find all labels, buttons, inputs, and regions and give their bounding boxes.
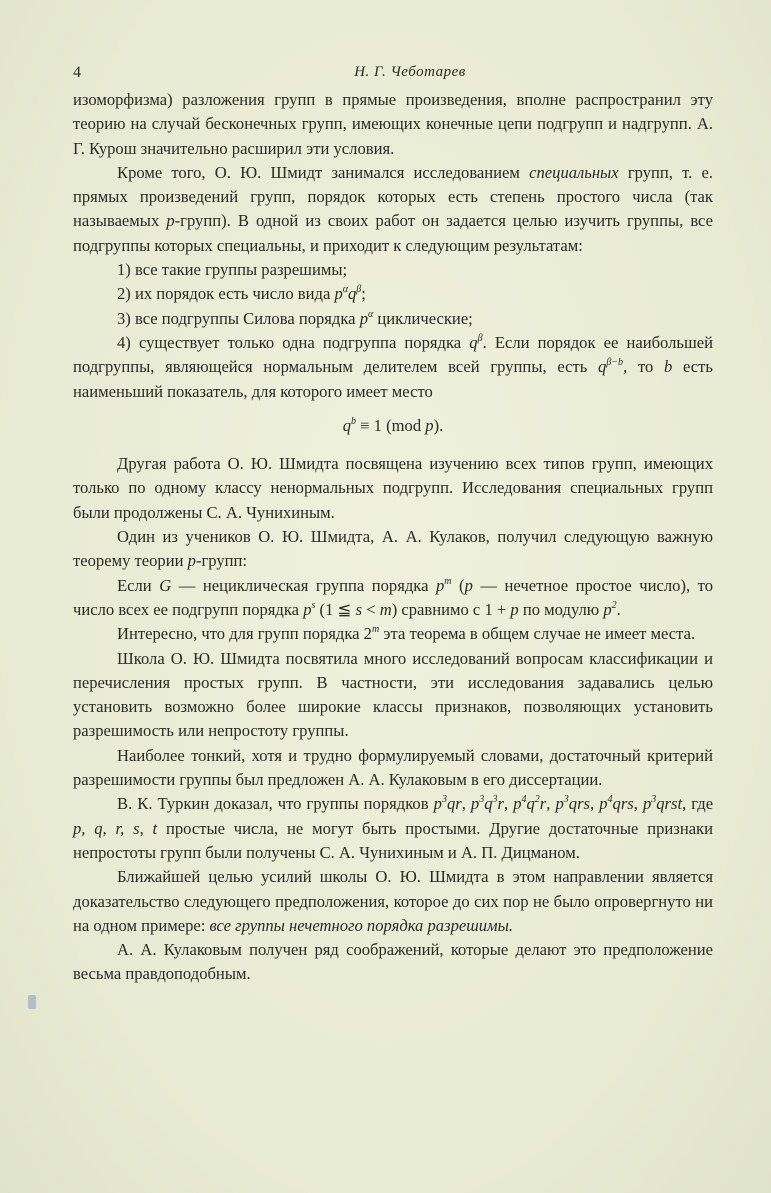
running-head: Н. Г. Чеботарев: [354, 64, 466, 80]
text-run: , то: [623, 357, 664, 377]
superscript: 3: [441, 794, 447, 806]
text-run: циклические;: [373, 308, 473, 328]
text-run: ;: [361, 284, 366, 304]
paragraph: [73, 161, 713, 258]
italic-text: q: [469, 332, 478, 352]
italic-text: p: [166, 211, 175, 231]
paragraph: [73, 307, 713, 331]
paragraph: [73, 331, 713, 404]
text-run: (1 ≦: [315, 599, 356, 619]
text-run: ,: [503, 794, 514, 814]
text-run: А. А. Кулаковым получен ряд соображений, которые делают это предположение весьма правдоподобным.: [73, 940, 713, 984]
text-run: ).: [433, 415, 444, 435]
italic-text: p: [464, 575, 473, 595]
italic-text: p: [187, 551, 196, 571]
italic-text: q: [598, 357, 607, 377]
superscript: 3: [651, 794, 657, 806]
text-run: 1) все такие группы разрешимы;: [117, 260, 348, 280]
paragraph: [73, 792, 713, 865]
text-run: (: [451, 575, 465, 595]
text-run: Один из учеников О. Ю. Шмидта, А. А. Кулаков, получил следующую важную теорему теории: [73, 527, 713, 571]
superscript: 3: [492, 794, 498, 806]
text-run: .: [616, 599, 621, 619]
text-run: 3) все подгруппы Силова порядка: [117, 308, 360, 328]
text-run: есть наименьший показатель, для которого имеет место: [73, 357, 713, 401]
paragraph: [73, 622, 713, 646]
italic-text: qrs: [612, 794, 634, 814]
italic-text: p: [359, 308, 368, 328]
text-run: ,: [546, 794, 556, 814]
text-run: Школа О. Ю. Шмидта посвятила много исследований вопросам классификации и перечисления простых групп. В частности, эти исследования задавались целью установить возможно более широкие классы признаков, позволяющих установить разрешимость или непростоту группы.: [73, 648, 713, 741]
paragraph: [73, 574, 713, 623]
text-run: , где: [682, 794, 714, 814]
italic-text: p: [334, 284, 343, 304]
paragraph: [73, 938, 713, 987]
superscript: m: [371, 624, 380, 636]
italic-text: m: [379, 599, 392, 619]
italic-text: s: [355, 599, 363, 619]
display-formula: [73, 414, 713, 438]
superscript: 3: [479, 794, 485, 806]
scan-smudge: [28, 995, 36, 1009]
text-run: групп, т. е. прямых произведений групп, порядок которых есть степень простого числа (так называемых: [73, 162, 714, 231]
text-run: Интересно, что для групп порядка 2: [117, 624, 372, 644]
paragraph: [73, 525, 713, 574]
italic-text: b: [664, 357, 673, 377]
italic-text: p: [642, 794, 652, 814]
text-run: ) сравнимо с 1 +: [391, 599, 511, 619]
italic-text: p: [603, 599, 612, 619]
italic-text: p: [303, 599, 312, 619]
text-run: — нечетное простое число), то число всех ее подгрупп порядка: [73, 575, 713, 619]
text-run: изоморфизма) разложения групп в прямые произведения, вполне распространил эту теорию на случай бесконечных групп, имеющих конечные цепи подгрупп и надгрупп. А. Г. Курош значительно расширил эти условия.: [73, 90, 713, 158]
superscript: β−b: [606, 357, 624, 369]
superscript: α: [368, 308, 374, 320]
superscript: m: [444, 575, 452, 587]
text-run: ,: [461, 794, 471, 814]
italic-text: p: [425, 415, 434, 435]
italic-text: p: [510, 599, 519, 619]
page-number: 4: [73, 64, 81, 81]
italic-text: qrst: [656, 794, 683, 814]
italic-text: p: [436, 575, 445, 595]
superscript: 2: [611, 599, 617, 611]
text-run: Ближайшей целью усилий школы О. Ю. Шмидта в этом направлении является доказательство следующего предположения, которое до сих пор не было опровергнуто ни на одном примере:: [73, 867, 713, 935]
italic-text: q: [348, 284, 357, 304]
superscript: b: [351, 415, 357, 427]
italic-text: r: [539, 794, 547, 814]
text-run: Кроме того, О. Ю. Шмидт занимался исследованием: [117, 162, 530, 182]
superscript: s: [311, 599, 316, 611]
superscript: α: [342, 284, 348, 296]
superscript: β: [356, 284, 362, 296]
text-run: <: [362, 599, 380, 619]
italic-text: qrs: [568, 794, 590, 814]
italic-text: специальных: [529, 162, 619, 182]
paragraph: [73, 282, 713, 306]
text-run: -групп). В одной из своих работ он задается целью изучить группы, все подгруппы которых специальны, и приходит к следующим результатам:: [73, 211, 713, 255]
text-run: В. К. Туркин доказал, что группы порядков: [117, 794, 434, 814]
text-run: 2) их порядок есть число вида: [117, 284, 335, 304]
italic-text: p, q, r, s, t: [73, 818, 158, 838]
italic-text: q: [526, 794, 535, 814]
italic-text: G: [159, 575, 172, 595]
body-text: [73, 88, 713, 987]
superscript: 2: [534, 794, 540, 806]
superscript: 4: [607, 794, 613, 806]
italic-text: p: [555, 794, 564, 814]
superscript: 4: [521, 794, 527, 806]
italic-text: qr: [446, 794, 462, 814]
text-run: . Если порядок ее наибольшей подгруппы, являющейся нормальным делителем всей группы, есть: [73, 332, 714, 377]
paragraph: [73, 88, 713, 161]
text-run: ,: [633, 794, 643, 814]
text-run: ,: [590, 794, 600, 814]
text-run: Другая работа О. Ю. Шмидта посвящена изучению всех типов групп, имеющих только по одному классу ненормальных подгрупп. Исследования специальных групп были продолжены С. А. Чунихиным.: [73, 454, 713, 522]
text-run: Если: [117, 575, 160, 595]
paragraph: [73, 865, 713, 938]
italic-text: q: [484, 794, 493, 814]
superscript: 3: [563, 794, 569, 806]
superscript: β: [477, 332, 483, 344]
italic-text: r: [497, 794, 504, 814]
paragraph: [73, 452, 713, 525]
text-run: по модулю: [518, 599, 604, 619]
paragraph: [73, 647, 713, 744]
text-run: простые числа, не могут быть простыми. Другие достаточные признаки непростоты групп были получены С. А. Чунихиным и А. П. Дицманом.: [73, 818, 714, 862]
text-run: 4) существует только одна подгруппа порядка: [117, 332, 470, 352]
italic-text: q: [342, 415, 352, 435]
text-run: ≡ 1 (mod: [356, 415, 426, 435]
text-run: Наиболее тонкий, хотя и трудно формулируемый словами, достаточный критерий разрешимости группы был предложен А. А. Кулаковым в его диссертации.: [73, 745, 713, 790]
italic-text: p: [433, 794, 442, 814]
paragraph: [73, 744, 713, 793]
text-run: -групп:: [195, 551, 248, 571]
text-run: эта теорема в общем случае не имеет места.: [379, 624, 696, 644]
paragraph: [73, 258, 713, 282]
italic-text: p: [599, 794, 608, 814]
text-run: — нециклическая группа порядка: [171, 575, 436, 595]
italic-text: p: [513, 794, 522, 814]
italic-text: все группы нечетного порядка разрешимы.: [209, 915, 514, 935]
italic-text: p: [470, 794, 480, 814]
